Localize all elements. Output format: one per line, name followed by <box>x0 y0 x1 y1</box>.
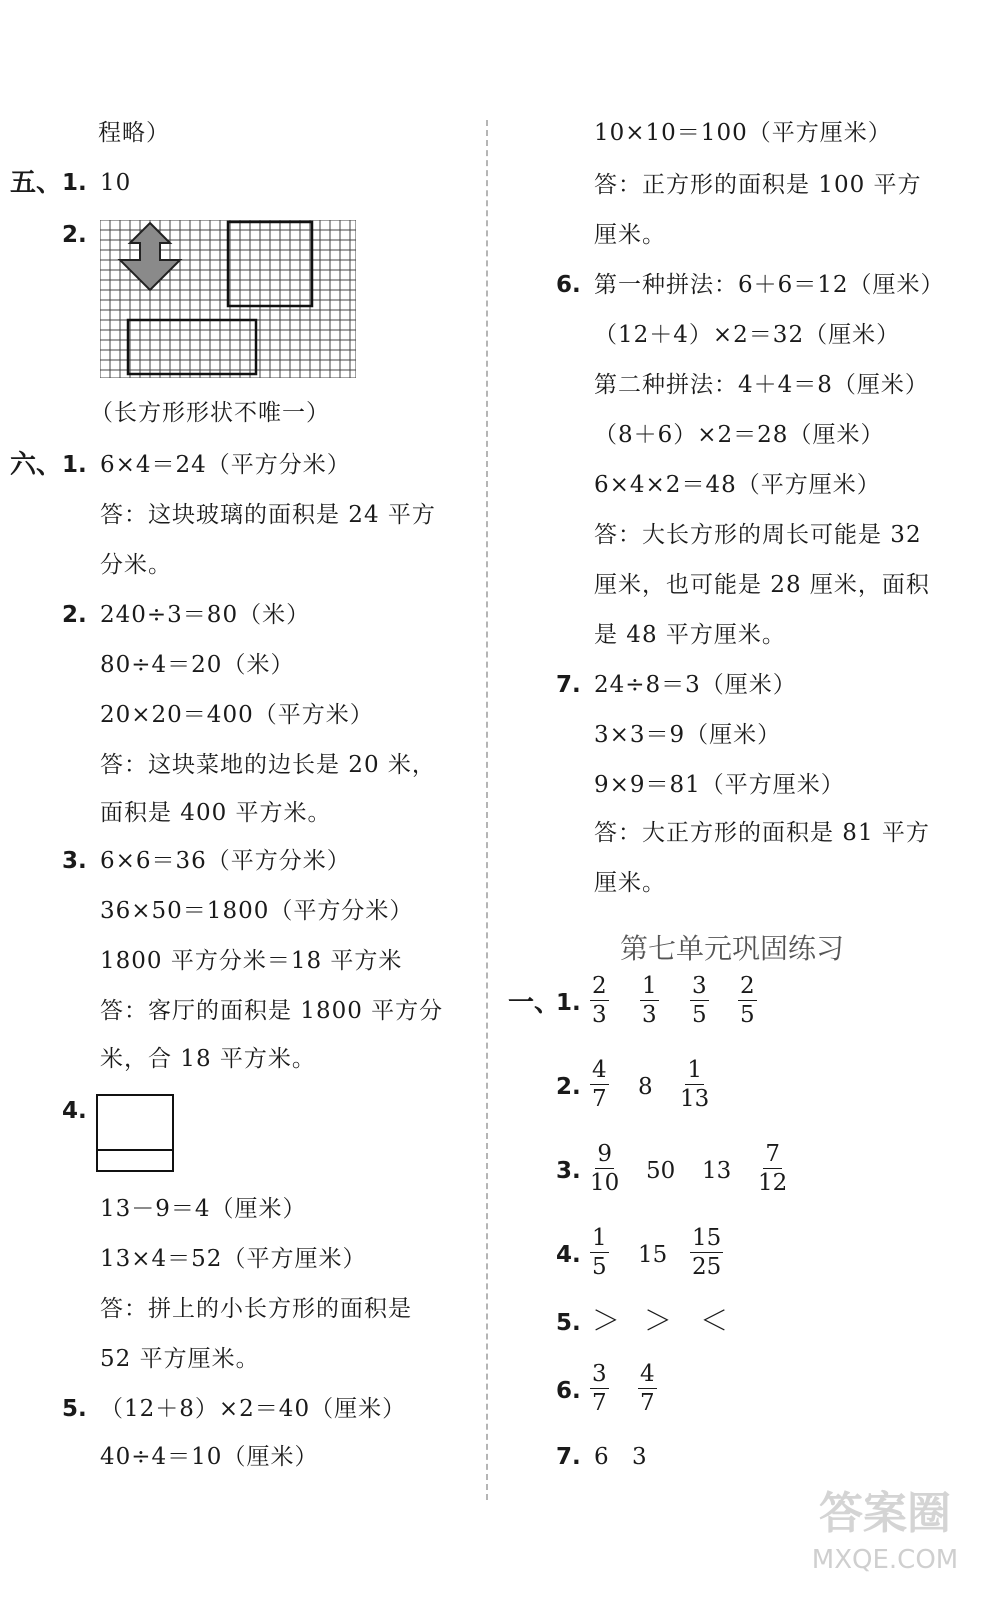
answer-value: 8 <box>638 1074 653 1100</box>
answer-line: 是 48 平方厘米。 <box>594 622 786 648</box>
answer-text: 10 <box>100 170 132 196</box>
section-one-label: 一、 <box>508 988 561 1018</box>
section-six-label: 六、 <box>10 450 63 480</box>
numerator: 2 <box>740 973 755 999</box>
numerator: 3 <box>592 1361 607 1387</box>
equation-line: 36×50＝1800（平方分米） <box>100 898 414 924</box>
denominator: 7 <box>592 1390 607 1416</box>
equation-line: （12＋4）×2＝32（厘米） <box>594 322 901 348</box>
denominator: 5 <box>592 1254 607 1280</box>
grid-figure <box>100 220 356 378</box>
answer-line: 米，合 18 平方米。 <box>100 1046 316 1072</box>
answer-line: 答：这块玻璃的面积是 24 平方 <box>100 502 436 528</box>
fraction <box>640 972 659 1029</box>
equation-line: 3×3＝9（厘米） <box>594 722 782 748</box>
answer-value: 3 <box>632 1444 647 1470</box>
equation-line: 80÷4＝20（米） <box>100 652 295 678</box>
q-number: 5. <box>556 1310 581 1336</box>
answer-line: 面积是 400 平方米。 <box>100 800 332 826</box>
fraction <box>690 972 709 1029</box>
answer-value: 13 <box>702 1158 732 1184</box>
q-number: 1. <box>62 452 87 478</box>
answer-line: 分米。 <box>100 552 172 578</box>
column-divider <box>486 120 488 1500</box>
answer-line: 厘米。 <box>594 870 666 896</box>
fraction <box>738 972 757 1029</box>
denominator: 25 <box>692 1254 722 1280</box>
q-number: 4. <box>62 1098 87 1124</box>
fraction <box>590 1360 609 1417</box>
denominator: 7 <box>640 1390 655 1416</box>
equation-line: （8＋6）×2＝28（厘米） <box>594 422 885 448</box>
equation-line: （12＋8）×2＝40（厘米） <box>100 1396 407 1422</box>
numerator: 7 <box>765 1141 780 1167</box>
watermark-site: MXQE.COM <box>811 1545 959 1575</box>
denominator: 10 <box>590 1170 620 1196</box>
comparison-symbol: ＞ <box>644 1304 673 1337</box>
answer-line: 答：这块菜地的边长是 20 米， <box>100 752 436 778</box>
q-number: 6. <box>556 272 581 298</box>
numerator: 1 <box>687 1057 702 1083</box>
equation-line: 13×4＝52（平方厘米） <box>100 1246 367 1272</box>
q-number: 7. <box>556 1444 581 1470</box>
equation-line: 10×10＝100（平方厘米） <box>594 120 892 146</box>
numerator: 1 <box>592 1225 607 1251</box>
q-number: 1. <box>62 170 87 196</box>
denominator: 3 <box>642 1002 657 1028</box>
q-number: 7. <box>556 672 581 698</box>
equation-line: 13－9＝4（厘米） <box>100 1196 307 1222</box>
q-number: 4. <box>556 1242 581 1268</box>
equation-line: 第二种拼法：4＋4＝8（厘米） <box>594 372 929 398</box>
equation-line: 24÷8＝3（厘米） <box>594 672 797 698</box>
fraction <box>758 1140 787 1197</box>
answer-line: 厘米。 <box>594 222 666 248</box>
answer-value: 6 <box>594 1444 609 1470</box>
q-number: 5. <box>62 1396 87 1422</box>
equation-line: 6×4＝24（平方分米） <box>100 452 351 478</box>
q-number: 2. <box>62 222 87 248</box>
watermark-logo: 答案圈 <box>819 1488 951 1539</box>
q-number: 6. <box>556 1378 581 1404</box>
numerator: 2 <box>592 973 607 999</box>
equation-line: 6×4×2＝48（平方厘米） <box>594 472 881 498</box>
answer-line: 答：正方形的面积是 100 平方 <box>594 172 922 198</box>
numerator: 1 <box>642 973 657 999</box>
equation-line: 第一种拼法：6＋6＝12（厘米） <box>594 272 945 298</box>
denominator: 5 <box>692 1002 707 1028</box>
equation-line: 1800 平方分米＝18 平方米 <box>100 948 403 974</box>
equation-line: 20×20＝400（平方米） <box>100 702 374 728</box>
denominator: 12 <box>758 1170 788 1196</box>
fraction <box>680 1056 709 1113</box>
answer-line: 答：客厅的面积是 1800 平方分 <box>100 998 444 1024</box>
denominator: 7 <box>592 1086 607 1112</box>
denominator: 3 <box>592 1002 607 1028</box>
numerator: 15 <box>692 1225 722 1251</box>
denominator: 5 <box>740 1002 755 1028</box>
fraction <box>590 1224 609 1281</box>
answer-line: 厘米，也可能是 28 厘米，面积 <box>594 572 930 598</box>
answer-line: 答：大长方形的周长可能是 32 <box>594 522 922 548</box>
equation-line: 9×9＝81（平方厘米） <box>594 772 845 798</box>
answer-line: 答：拼上的小长方形的面积是 <box>100 1296 412 1322</box>
equation-line: 240÷3＝80（米） <box>100 602 311 628</box>
numerator: 4 <box>640 1361 655 1387</box>
section-five-label: 五、 <box>10 168 63 198</box>
equation-line: 40÷4＝10（厘米） <box>100 1444 319 1470</box>
q-number: 2. <box>556 1074 581 1100</box>
fraction <box>590 1140 619 1197</box>
fraction <box>690 1224 723 1281</box>
answer-line: 答：大正方形的面积是 81 平方 <box>594 820 930 846</box>
numerator: 4 <box>592 1057 607 1083</box>
equation-line: 6×6＝36（平方分米） <box>100 848 351 874</box>
numerator: 9 <box>597 1141 612 1167</box>
comparison-symbol: ＞ <box>592 1304 621 1337</box>
q-number: 1. <box>556 990 581 1016</box>
answer-value: 15 <box>638 1242 668 1268</box>
comparison-symbol: ＜ <box>700 1304 729 1337</box>
unit-title: 第七单元巩固练习 <box>620 932 845 965</box>
answer-value: 50 <box>646 1158 676 1184</box>
continued-line: 程略） <box>98 120 170 146</box>
answer-line: 52 平方厘米。 <box>100 1346 260 1372</box>
q-number: 2. <box>62 602 87 628</box>
fraction <box>590 1056 609 1113</box>
q-number: 3. <box>62 848 87 874</box>
fraction <box>590 972 609 1029</box>
denominator: 13 <box>680 1086 710 1112</box>
numerator: 3 <box>692 973 707 999</box>
fraction <box>638 1360 657 1417</box>
rectangle-lower <box>128 320 256 374</box>
note-text: （长方形形状不唯一） <box>90 400 330 426</box>
q-number: 3. <box>556 1158 581 1184</box>
split-rectangle-figure <box>96 1094 176 1174</box>
